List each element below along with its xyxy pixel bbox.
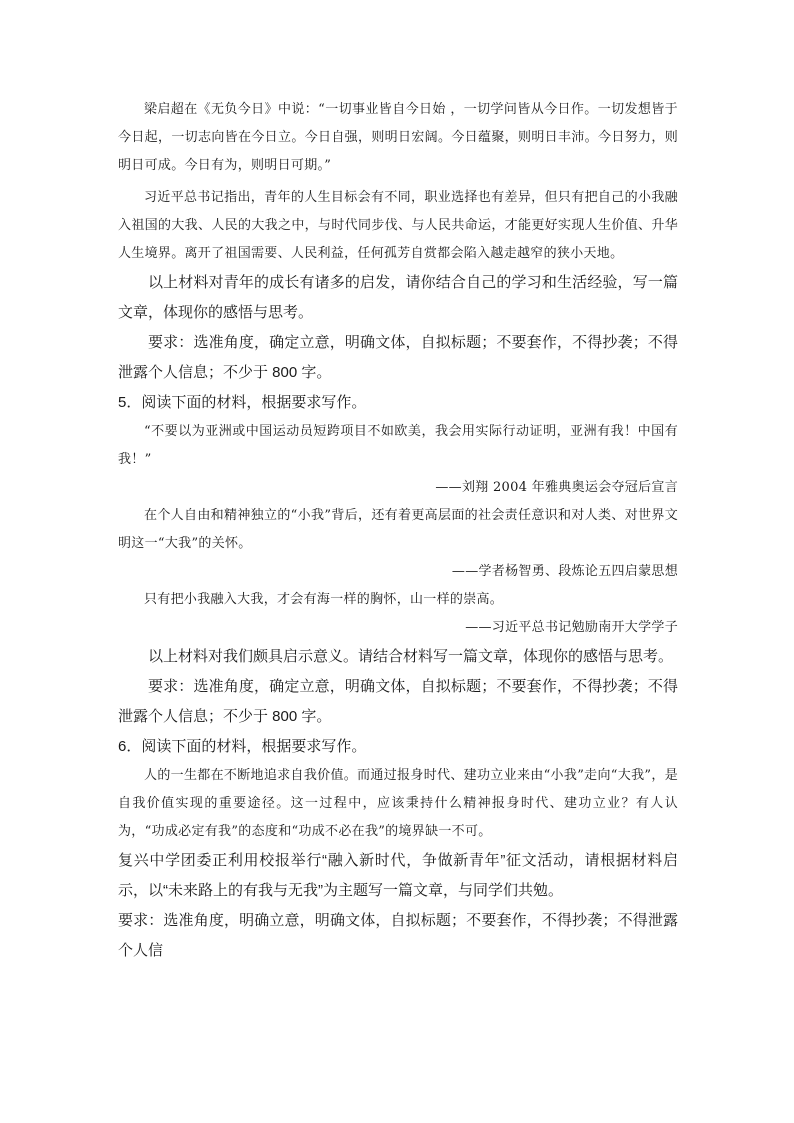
question-5-source-scholars: ——学者杨智勇、段炼论五四启蒙思想 xyxy=(451,564,678,579)
question-5-title: 5．阅读下面的材料，根据要求写作。 xyxy=(118,394,367,411)
writing-prompt-6: 复兴中学团委正利用校报举行“融入新时代，争做新青年”征文活动，请根据材料启示，以“未来路上的有我与无我”为主题写一篇文章，与同学们共勉。 xyxy=(118,852,678,899)
material-liang-qichao: 梁启超在《无负今日》中说：“一切事业皆自今日始 ，一切学问皆从今日作。一切发想皆于今日起，一切志向皆在今日立。今日自强，则明日宏阔。今日蕴聚，则明日丰沛。今日努力，则明日可成。今日有为，则明日可期。” xyxy=(118,102,678,173)
writing-requirements-4: 要求：选准角度，确定立意，明确文体，自拟标题；不要套作，不得抄袭；不得泄露个人信息；不少于 800 字。 xyxy=(118,334,678,381)
question-5-quote-liu-xiang: “不要以为亚洲或中国运动员短跨项目不如欧美，我会用实际行动证明，亚洲有我！中国有我！” xyxy=(118,424,678,467)
question-5-quote-xi: 只有把小我融入大我，才会有海一样的胸怀，山一样的崇高。 xyxy=(144,592,504,607)
document-page xyxy=(118,96,678,966)
writing-requirements-6: 要求：选准角度，明确立意，明确文体，自拟标题；不要套作，不得抄袭；不得泄露个人信 xyxy=(118,912,678,959)
material-xi-jinping: 习近平总书记指出，青年的人生目标会有不同，职业选择也有差异，但只有把自己的小我融入祖国的大我、人民的大我之中，与时代同步伐、与人民共命运，才能更好实现人生价值、升华人生境界。离开了祖国需要、人民利益，任何孤芳自赏都会陷入越走越窄的狭小天地。 xyxy=(118,190,678,261)
writing-prompt-5: 以上材料对我们颇具启示意义。请结合材料写一篇文章，体现你的感悟与思考。 xyxy=(148,648,674,665)
question-6-material: 人的一生都在不断地追求自我价值。而通过报身时代、建功立业来由“小我”走向“大我”，是自我价值实现的重要途径。这一过程中，应该秉持什么精神报身时代、建功立业？有人认为，“功成必定有我”的态度和“功成不必在我”的境界缺一不可。 xyxy=(118,768,678,839)
writing-prompt-4: 以上材料对青年的成长有诸多的启发，请你结合自己的学习和生活经验，写一篇文章，体现你的感悟与思考。 xyxy=(118,274,678,321)
writing-requirements-5: 要求：选准角度，确定立意，明确文体，自拟标题；不要套作，不得抄袭；不得泄露个人信息；不少于 800 字。 xyxy=(118,678,678,725)
question-5-quote-scholars: 在个人自由和精神独立的“小我”背后，还有着更高层面的社会责任意识和对人类、对世界文明这一“大我”的关怀。 xyxy=(118,508,678,551)
question-5-source-liu-xiang: ——刘翔 2004 年雅典奥运会夺冠后宣言 xyxy=(435,480,678,495)
question-6-title: 6．阅读下面的材料，根据要求写作。 xyxy=(118,738,367,755)
question-5-source-xi: ——习近平总书记勉励南开大学学子 xyxy=(465,620,678,635)
